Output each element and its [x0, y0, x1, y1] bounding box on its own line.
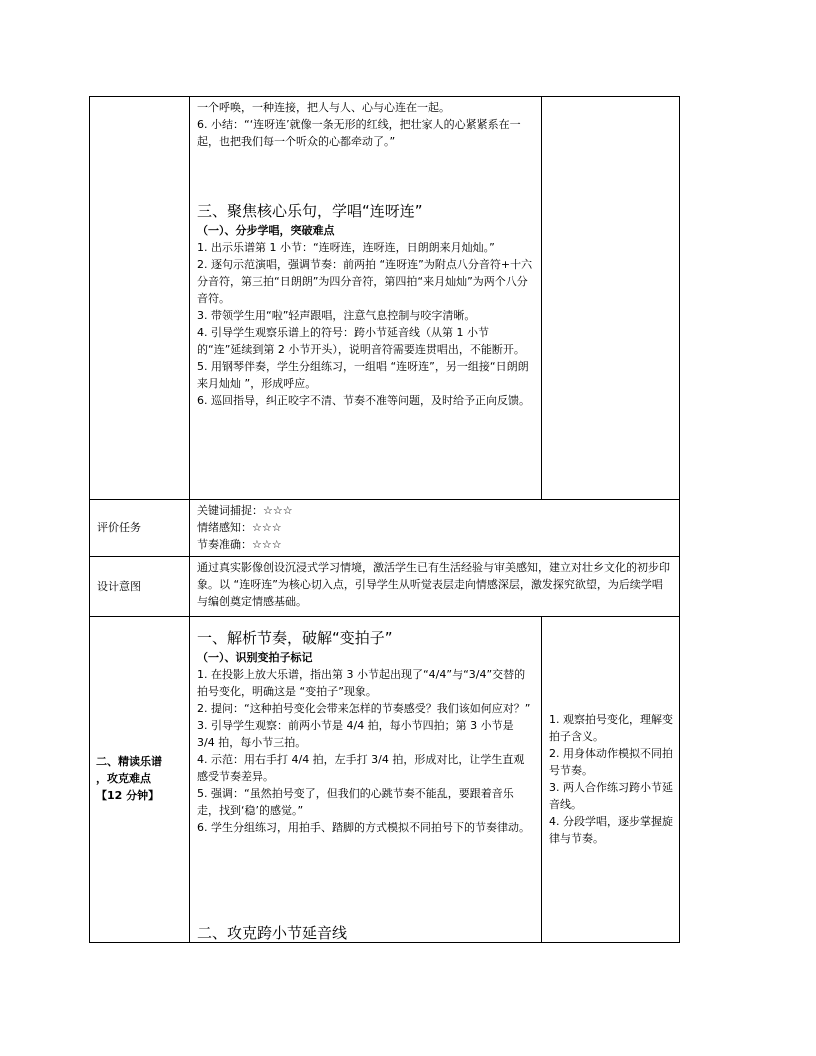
row-divider-2	[90, 556, 679, 557]
s2-step-1: 1. 在投影上放大乐谱，指出第 3 小节起出现了“4/4”与“3/4”交替的拍号变化，明确这是 “变拍子”现象。	[197, 668, 526, 698]
step-2: 2. 逐句示范演唱，强调节奏：前两拍 “连呀连”为附点八分音符+十六分音符，第三拍“日朗朗”为四分音符，第四拍“来月灿灿”为两个八分音符。	[197, 258, 533, 305]
design-content: 通过真实影像创设沉浸式学习情境，激活学生已有生活经验与审美感知，建立对壮乡文化的初步印象。以 “连呀连”为核心切入点，引导学生从听觉表层走向情感深层，激发探究欲望，为后续学唱与编创奠定情感基础。	[197, 561, 670, 608]
eval-item-3: 节奏准确：☆☆☆	[197, 538, 282, 551]
summary-line: 6. 小结：“‘连呀连’就像一条无形的红线，把壮家人的心紧紧系在一起，也把我们每一个听众的心都牵动了。”	[197, 118, 521, 148]
section2-label-line2: ，攻克难点	[96, 772, 151, 785]
row-divider-1	[90, 499, 679, 500]
section-heading-3: 三、聚焦核心乐句，学唱“连呀连”	[197, 202, 423, 220]
lesson-plan-table	[89, 96, 680, 943]
student-activity-cell	[549, 711, 673, 847]
column-divider-2	[541, 97, 542, 499]
section-heading-2: 二、攻克跨小节延音线	[197, 924, 348, 942]
s2-step-2: 2. 提问：“这种拍号变化会带来怎样的节奏感受？我们该如何应对？”	[197, 702, 531, 715]
student-item-3: 3. 两人合作练习跨小节延音线。	[549, 781, 673, 811]
section2-label-line3: 【12 分钟】	[96, 789, 160, 802]
section2-label	[96, 753, 188, 804]
section-heading-2-cell	[197, 923, 533, 943]
eval-item-2: 情绪感知：☆☆☆	[197, 521, 282, 534]
step-3: 3. 带领学生用“啦”轻声跟唱，注意气息控制与咬字清晰。	[197, 309, 476, 322]
student-item-2: 2. 用身体动作模拟不同拍号节奏。	[549, 747, 673, 777]
s2-step-6: 6. 学生分组练习，用拍手、踏脚的方式模拟不同拍号下的节奏律动。	[197, 821, 530, 834]
teaching-content-cell-1	[197, 99, 533, 409]
row-divider-3	[90, 616, 679, 617]
student-item-1: 1. 观察拍号变化，理解变拍子含义。	[549, 713, 673, 743]
teaching-content-cell-2	[197, 627, 533, 836]
student-item-4: 4. 分段学唱，逐步掌握旋律与节奏。	[549, 815, 673, 845]
step-5: 5. 用钢琴伴奏，学生分组练习，一组唱 “连呀连”，另一组接“日朗朗来月灿灿 ”，形成呼应。	[197, 360, 529, 390]
eval-label: 评价任务	[97, 521, 141, 534]
section2-label-line1: 二、精读乐谱	[96, 755, 162, 768]
column-divider-2b	[541, 616, 542, 942]
text-line: 一个呼唤，一种连接，把人与人、心与心连在一起。	[197, 101, 450, 114]
step-1: 1. 出示乐谱第 1 小节：“连呀连，连呀连，日朗朗来月灿灿。”	[197, 241, 495, 254]
s2-step-4: 4. 示范：用右手打 4/4 拍，左手打 3/4 拍，形成对比，让学生直观感受节奏差异。	[197, 753, 525, 783]
eval-content	[197, 502, 667, 553]
eval-item-1: 关键词捕捉：☆☆☆	[197, 504, 293, 517]
s2-step-3: 3. 引导学生观察：前两小节是 4/4 拍，每小节四拍；第 3 小节是 3/4 拍，每小节三拍。	[197, 719, 514, 749]
step-4: 4. 引导学生观察乐谱上的符号：跨小节延音线（从第 1 小节的“连”延续到第 2 小节开头），说明音符需要连贯唱出，不能断开。	[197, 326, 525, 356]
s2-step-5: 5. 强调：“虽然拍号变了，但我们的心跳节奏不能乱，要跟着音乐走，找到‘稳’的感觉。”	[197, 787, 514, 817]
step-6: 6. 巡回指导，纠正咬字不清、节奏不准等问题，及时给予正向反馈。	[197, 394, 530, 407]
subheading-1: （一）、分步学唱，突破难点	[197, 224, 335, 237]
column-divider-1	[189, 97, 190, 942]
design-label: 设计意图	[97, 580, 141, 593]
subheading-2: （一）、识别变拍子标记	[197, 651, 313, 664]
section-heading-1: 一、解析节奏，破解“变拍子”	[197, 629, 393, 647]
